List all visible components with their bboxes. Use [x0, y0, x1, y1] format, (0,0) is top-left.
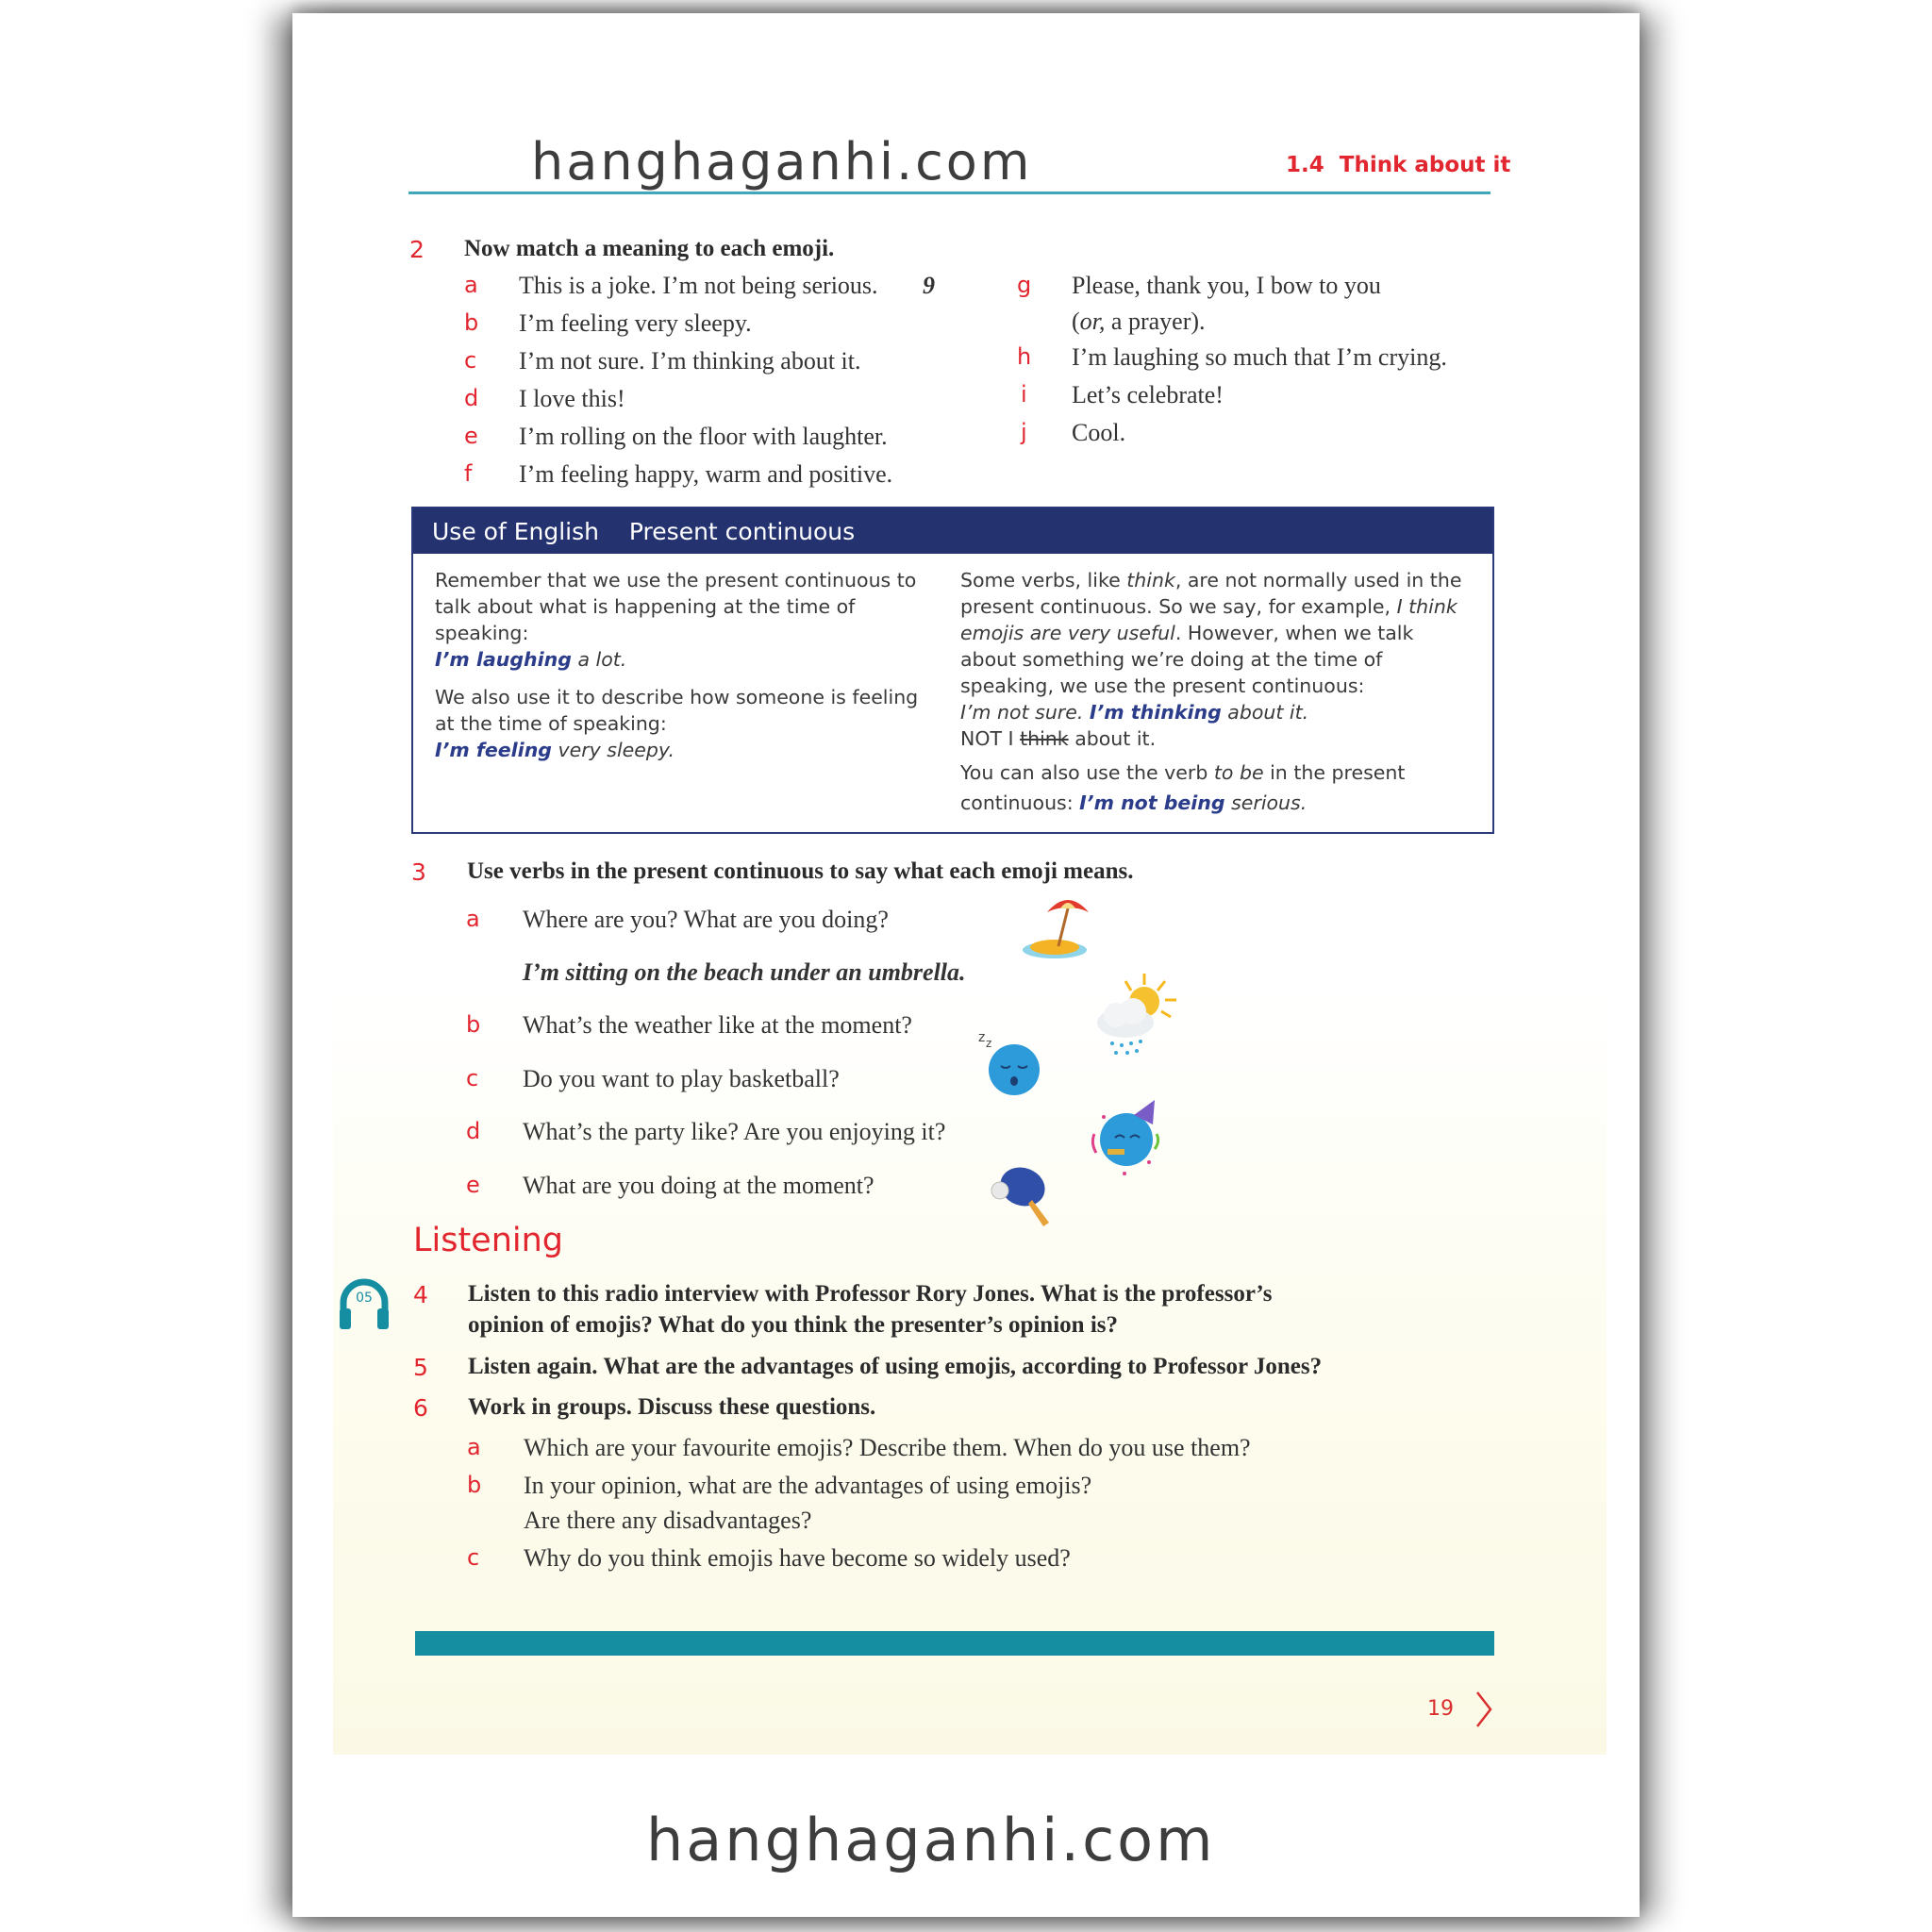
exercise-3-instruction: Use verbs in the present continuous to say what each emoji means.	[467, 858, 1134, 884]
paren: (	[1072, 308, 1080, 335]
grammar-topic: Present continuous	[628, 518, 856, 545]
item-letter: a	[466, 906, 480, 932]
grammar-left-para-1	[435, 567, 925, 673]
item-letter: j	[1021, 419, 1027, 445]
item-letter: c	[464, 347, 477, 374]
svg-text:z: z	[986, 1037, 992, 1050]
item-text: Cool.	[1072, 419, 1126, 446]
prayer-text: a prayer).	[1105, 308, 1206, 335]
item-letter: d	[466, 1118, 481, 1144]
item-letter: h	[1017, 343, 1032, 370]
ping-pong-icon	[987, 1162, 1062, 1228]
item-letter: g	[1017, 272, 1032, 298]
example-answer: I’m sitting on the beach under an umbrella.	[523, 958, 966, 986]
para-text: in the present continuous:	[960, 761, 1406, 814]
exercise-4-text-line2: opinion of emojis? What do you think the presenter’s opinion is?	[468, 1312, 1118, 1338]
para-text: We also use it to describe how someone is feeling at the time of speaking:	[435, 686, 919, 735]
exercise-2-instruction: Now match a meaning to each emoji.	[464, 236, 835, 261]
item-text: Do you want to play basketball?	[523, 1065, 840, 1092]
sun-behind-rain-cloud-icon	[1090, 972, 1179, 1061]
struck-word: think	[1020, 727, 1069, 750]
grammar-label: Use of English	[432, 518, 599, 545]
exercise-4-number: 4	[413, 1281, 428, 1308]
example-text: about it.	[1221, 701, 1309, 724]
item-text: I’m not sure. I’m thinking about it.	[519, 347, 861, 375]
item-text: What are you doing at the moment?	[523, 1172, 874, 1199]
example-emphasis: I’m laughing	[435, 648, 572, 671]
item-text: I’m laughing so much that I’m crying.	[1072, 343, 1447, 371]
grammar-right-column	[960, 567, 1474, 829]
svg-text:05: 05	[356, 1291, 373, 1306]
not-text: NOT I	[960, 727, 1021, 750]
not-text: about it.	[1068, 727, 1157, 750]
exercise-4-text-line1: Listen to this radio interview with Professor Rory Jones. What is the professor’s	[468, 1281, 1273, 1307]
partying-face-icon	[1087, 1094, 1162, 1179]
grammar-left-para-2	[435, 684, 925, 763]
item-text: Where are you? What are you doing?	[523, 906, 889, 933]
header-rule	[408, 192, 1491, 194]
para-text: Some verbs, like	[960, 569, 1127, 591]
item-text: I’m feeling very sleepy.	[519, 309, 752, 337]
grammar-box	[411, 507, 1494, 834]
item-text: I’m rolling on the floor with laughter.	[519, 423, 888, 450]
example-emphasis: I’m not being	[1079, 791, 1225, 814]
watermark-top: hanghaganhi.com	[531, 132, 1033, 192]
item-letter: c	[466, 1065, 479, 1091]
item-letter: b	[467, 1472, 482, 1498]
item-text: I’m feeling happy, warm and positive.	[519, 460, 893, 488]
item-letter: a	[464, 272, 478, 298]
item-letter: c	[467, 1544, 480, 1571]
watermark-bottom: hanghaganhi.com	[646, 1806, 1216, 1874]
item-text: Please, thank you, I bow to you	[1072, 272, 1381, 299]
para-text: Remember that we use the present continuous to talk about what is happening at the time of speaking:	[435, 569, 917, 644]
exercise-2-number: 2	[409, 236, 425, 263]
item-letter: e	[464, 423, 478, 449]
item-letter: i	[1021, 381, 1027, 408]
item-text: What’s the weather like at the moment?	[523, 1011, 912, 1039]
item-text: Let’s celebrate!	[1072, 381, 1224, 408]
grammar-right-para-2	[960, 758, 1474, 818]
italic-word: think	[1126, 569, 1175, 591]
item-answer: 9	[923, 272, 935, 299]
example-emphasis: I’m feeling	[435, 739, 552, 761]
exercise-3-number: 3	[411, 858, 426, 886]
item-text: I love this!	[519, 385, 625, 412]
item-letter: b	[466, 1011, 481, 1038]
item-text-continued	[1072, 308, 1206, 336]
example-text: a lot.	[571, 648, 627, 671]
italic-example: I think emojis are very useful	[960, 595, 1457, 644]
grammar-left-column	[435, 567, 925, 774]
example-text: very sleepy.	[551, 739, 675, 761]
italic-word: to be	[1213, 761, 1264, 784]
item-letter: f	[464, 460, 473, 487]
headphones-icon	[338, 1276, 391, 1331]
exercise-5-text: Listen again. What are the advantages of using emojis, according to Professor Jones?	[468, 1354, 1323, 1379]
example-emphasis: I’m thinking	[1089, 701, 1222, 724]
item-letter: b	[464, 309, 479, 336]
item-text: This is a joke. I’m not being serious.	[519, 272, 878, 299]
exercise-5-number: 5	[413, 1354, 428, 1381]
next-page-chevron-icon[interactable]	[1474, 1690, 1494, 1728]
audio-track-button[interactable]	[338, 1276, 391, 1331]
grammar-box-header	[413, 508, 1492, 554]
listening-heading: Listening	[413, 1222, 564, 1259]
example-text: serious.	[1224, 791, 1307, 814]
or-word: or,	[1079, 308, 1106, 335]
exercise-6-text: Work in groups. Discuss these questions.	[468, 1394, 876, 1420]
para-text: , are not normally used in the present continuous. So we say, for example,	[960, 569, 1462, 618]
item-text: In your opinion, what are the advantages of using emojis?	[524, 1472, 1092, 1499]
unit-title: 1.4 Think about it	[1286, 153, 1511, 177]
item-letter: e	[466, 1172, 480, 1198]
example-text: I’m not sure.	[960, 701, 1090, 724]
item-text: Why do you think emojis have become so widely used?	[524, 1544, 1071, 1572]
item-text-continued: Are there any disadvantages?	[524, 1507, 812, 1534]
para-text: . However, when we talk about something we’re doing at the time of speaking, we use the present continuous:	[960, 622, 1414, 697]
para-text: You can also use the verb	[960, 761, 1214, 784]
exercise-6-number: 6	[413, 1394, 428, 1422]
item-letter: a	[467, 1434, 481, 1460]
grammar-right-para-1	[960, 567, 1474, 752]
page-number: 19	[1427, 1697, 1454, 1721]
sleeping-face-icon	[976, 1028, 1042, 1096]
item-text: What’s the party like? Are you enjoying it?	[523, 1118, 946, 1145]
item-text: Which are your favourite emojis? Describe them. When do you use them?	[524, 1434, 1251, 1461]
item-letter: d	[464, 385, 479, 411]
beach-umbrella-icon	[1019, 891, 1094, 962]
svg-text:z: z	[978, 1030, 986, 1045]
footer-bar	[415, 1631, 1494, 1656]
